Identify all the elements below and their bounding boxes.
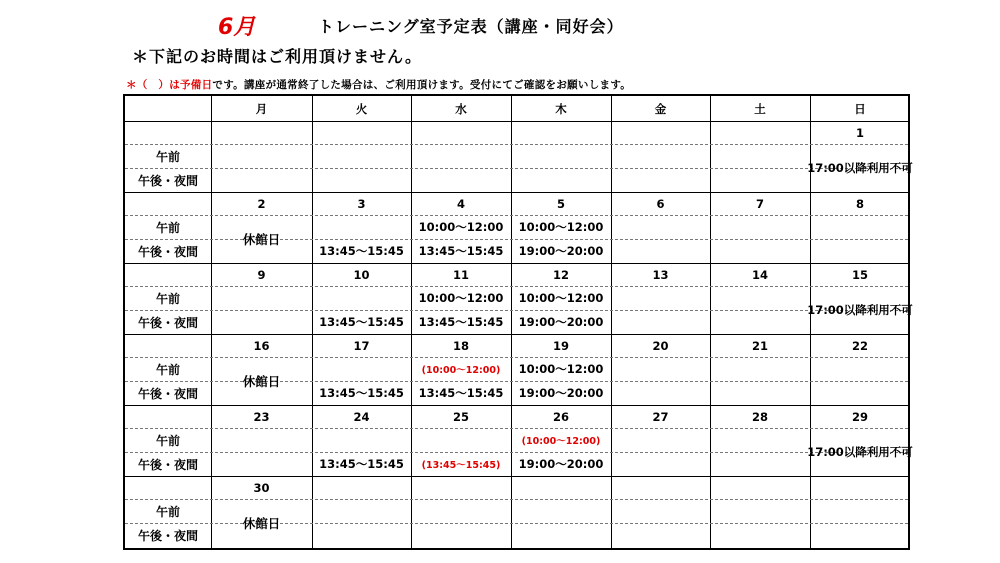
notice-text: ＊下記のお時間はご利用頂けません。 xyxy=(132,47,422,66)
unavailable-note xyxy=(807,144,913,192)
time-slot: 13:45～15:45 xyxy=(418,386,504,400)
row-label-pm: 午後・夜間 xyxy=(137,173,198,188)
date-number: 5 xyxy=(556,196,565,211)
row-label-pm: 午後・夜間 xyxy=(137,315,198,330)
column-divider xyxy=(611,96,612,548)
date-divider xyxy=(125,144,908,145)
unavailable-note-line1: 17:00以降 xyxy=(807,161,867,175)
time-slot: 13:45～15:45 xyxy=(319,315,404,329)
unavailable-note xyxy=(807,286,913,334)
page-title: トレーニング室予定表（講座・同好会） xyxy=(318,17,624,36)
date-number: 12 xyxy=(552,267,569,282)
date-number: 28 xyxy=(751,409,768,424)
weekday-header: 水 xyxy=(455,101,467,116)
date-number: 6 xyxy=(656,196,665,211)
date-number: 30 xyxy=(253,480,270,495)
date-number: 13 xyxy=(652,267,669,282)
time-slot: 19:00～20:00 xyxy=(518,386,604,400)
row-label-pm: 午後・夜間 xyxy=(137,244,198,259)
unavailable-note-line1: 17:00以降 xyxy=(807,445,867,459)
date-number: 24 xyxy=(353,409,370,424)
closed-day-label: 休館日 xyxy=(242,232,281,247)
time-slot: 13:45～15:45 xyxy=(418,315,504,329)
time-slot: 10:00～12:00 xyxy=(518,291,604,305)
date-number: 1 xyxy=(855,125,864,140)
date-number: 10 xyxy=(353,267,370,282)
weekday-header: 木 xyxy=(555,101,567,116)
weekday-header: 金 xyxy=(654,101,667,116)
date-number: 3 xyxy=(357,196,366,211)
date-number: 14 xyxy=(751,267,768,282)
date-number: 16 xyxy=(253,338,270,353)
date-number: 17 xyxy=(353,338,370,353)
row-label-am: 午前 xyxy=(155,362,180,377)
row-label-pm: 午後・夜間 xyxy=(137,457,198,472)
header-divider xyxy=(125,121,908,122)
time-slot: 13:45～15:45 xyxy=(319,244,404,258)
time-slot: 13:45～15:45 xyxy=(319,386,404,400)
footnote-text: です。講座が通常終了した場合は、ご利用頂けます。受付にてご確認をお願いします。 xyxy=(212,79,632,91)
date-number: 8 xyxy=(855,196,864,211)
date-number: 23 xyxy=(253,409,270,424)
unavailable-note xyxy=(807,428,913,476)
time-slot: 10:00～12:00 xyxy=(418,220,504,234)
footnote xyxy=(126,77,631,92)
row-label-am: 午前 xyxy=(155,504,180,519)
row-label-pm: 午後・夜間 xyxy=(137,528,198,543)
am-pm-divider xyxy=(125,168,908,169)
closed-day-label: 休館日 xyxy=(242,516,281,531)
date-number: 4 xyxy=(456,196,465,211)
date-number: 25 xyxy=(452,409,469,424)
row-label-am: 午前 xyxy=(155,149,180,164)
time-slot: 19:00～20:00 xyxy=(518,457,604,471)
weekday-header: 日 xyxy=(854,101,866,116)
unavailable-note-line2: 利用不可 xyxy=(866,303,913,317)
time-slot: 13:45～15:45 xyxy=(319,457,404,471)
weekday-header: 土 xyxy=(754,101,766,116)
unavailable-note-line2: 利用不可 xyxy=(866,445,913,459)
date-number: 27 xyxy=(652,409,669,424)
unavailable-note-line1: 17:00以降 xyxy=(807,303,867,317)
reserve-time-slot: (13:45～15:45) xyxy=(421,460,501,471)
time-slot: 10:00～12:00 xyxy=(518,362,604,376)
date-number: 15 xyxy=(851,267,868,282)
row-label-pm: 午後・夜間 xyxy=(137,386,198,401)
unavailable-note-line2: 利用不可 xyxy=(866,161,913,175)
time-slot: 13:45～15:45 xyxy=(418,244,504,258)
weekday-header: 火 xyxy=(355,101,368,116)
date-number: 9 xyxy=(257,267,266,282)
row-label-am: 午前 xyxy=(155,433,180,448)
date-number: 22 xyxy=(851,338,868,353)
schedule-calendar xyxy=(123,94,913,550)
date-number: 26 xyxy=(552,409,569,424)
weekday-header: 月 xyxy=(255,101,268,116)
date-number: 29 xyxy=(851,409,868,424)
closed-day-label: 休館日 xyxy=(242,374,281,389)
time-slot: 10:00～12:00 xyxy=(418,291,504,305)
date-number: 18 xyxy=(452,338,469,353)
time-slot: 19:00～20:00 xyxy=(518,244,604,258)
time-slot: 10:00～12:00 xyxy=(518,220,604,234)
date-number: 2 xyxy=(257,196,266,211)
reserve-time-slot: (10:00～12:00) xyxy=(521,436,601,447)
column-divider xyxy=(710,96,711,548)
date-number: 7 xyxy=(755,196,764,211)
date-number: 20 xyxy=(652,338,669,353)
date-number: 21 xyxy=(751,338,768,353)
footnote-reserve-day: は予備日 xyxy=(169,79,213,91)
footnote-prefix: ＊（ ） xyxy=(126,79,170,91)
month-title: 6月 xyxy=(218,15,256,40)
date-number: 11 xyxy=(452,267,469,282)
row-label-am: 午前 xyxy=(155,220,180,235)
time-slot: 19:00～20:00 xyxy=(518,315,604,329)
date-number: 19 xyxy=(552,338,569,353)
reserve-time-slot: (10:00～12:00) xyxy=(421,365,501,376)
row-label-am: 午前 xyxy=(155,291,180,306)
